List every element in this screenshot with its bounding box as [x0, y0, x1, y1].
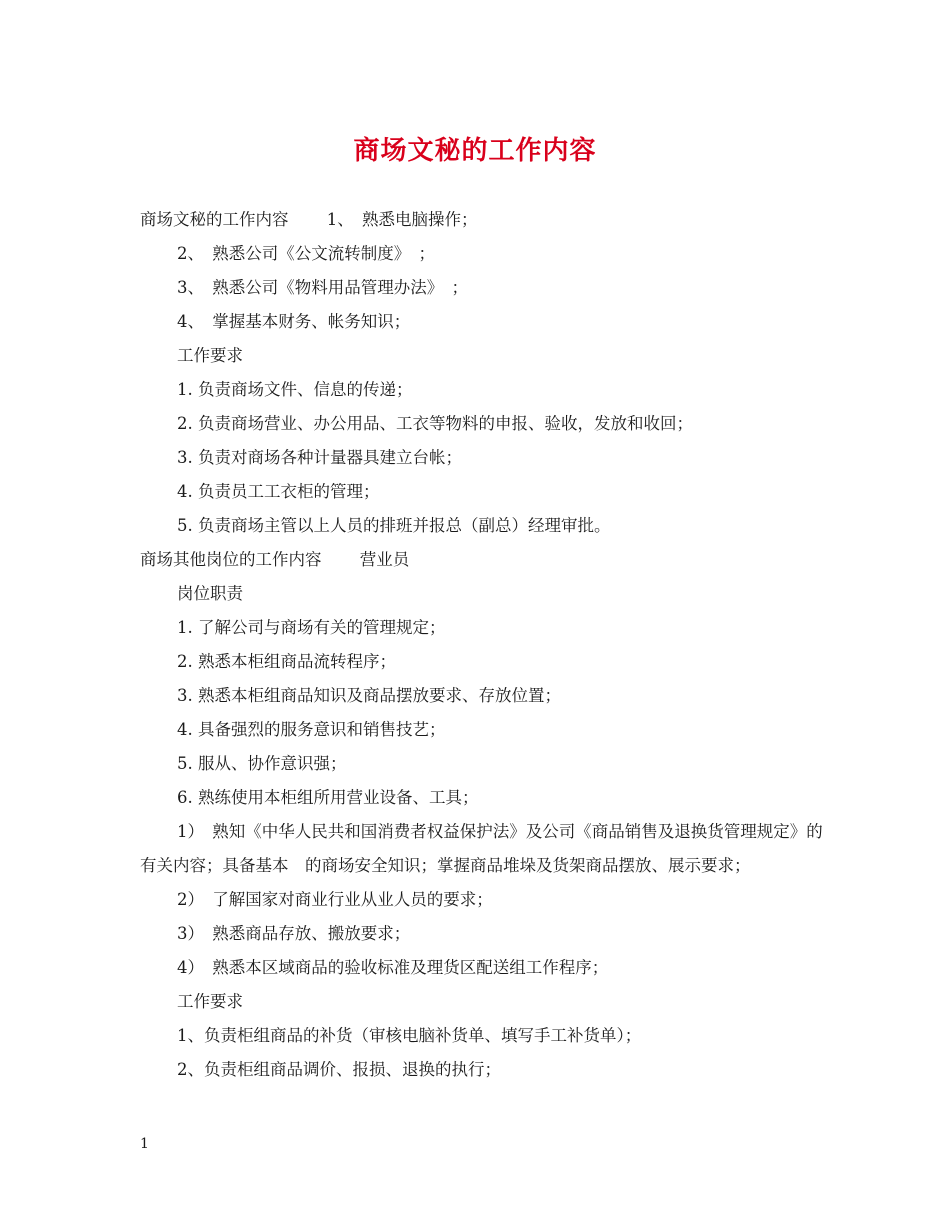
text-line: 4. 负责员工工衣柜的管理； — [177, 482, 380, 501]
text-line: 岗位职责 — [177, 584, 243, 603]
text-line: 3. 负责对商场各种计量器具建立台帐； — [177, 448, 462, 467]
text-line: 4） 熟悉本区域商品的验收标准及理货区配送组工作程序； — [177, 958, 609, 977]
text-line: 3. 熟悉本柜组商品知识及商品摆放要求、存放位置； — [177, 686, 561, 705]
text-line: 工作要求 — [177, 992, 243, 1011]
document-title: 商场文秘的工作内容 — [353, 136, 597, 166]
text-line: 5. 负责商场主管以上人员的排班并报总（副总）经理审批。 — [177, 516, 611, 535]
text-line: 2、 熟悉公司《公文流转制度》 ； — [177, 244, 435, 263]
text-line: 1. 了解公司与商场有关的管理规定； — [177, 618, 446, 637]
text-line: 6. 熟练使用本柜组所用营业设备、工具； — [177, 788, 479, 807]
text-line: 2） 了解国家对商业行业从业人员的要求； — [177, 890, 493, 909]
text-line: 2、负责柜组商品调价、报损、退换的执行； — [177, 1060, 501, 1079]
text-line: 工作要求 — [177, 346, 243, 365]
paragraph-wrapped: 1） 熟知《中华人民共和国消费者权益保护法》及公司《商品销售及退换货管理规定》的有关内容；具备基本 的商场安全知识；掌握商品堆垛及货架商品摆放、展示要求； — [140, 822, 823, 875]
text-line: 1、负责柜组商品的补货（审核电脑补货单、填写手工补货单）； — [177, 1026, 642, 1045]
text-line: 4、 掌握基本财务、帐务知识； — [177, 312, 411, 331]
text-line: 2. 负责商场营业、办公用品、工衣等物料的申报、验收，发放和收回； — [177, 414, 693, 433]
page-number: 1 — [140, 1136, 149, 1152]
text-line: 3） 熟悉商品存放、搬放要求； — [177, 924, 411, 943]
text-line: 商场文秘的工作内容 1、 熟悉电脑操作； — [140, 210, 478, 229]
text-line: 5. 服从、协作意识强； — [177, 754, 347, 773]
text-line: 商场其他岗位的工作内容 营业员 — [140, 550, 410, 569]
text-line: 4. 具备强烈的服务意识和销售技艺； — [177, 720, 446, 739]
text-line: 3、 熟悉公司《物料用品管理办法》 ； — [177, 278, 468, 297]
text-line: 2. 熟悉本柜组商品流转程序； — [177, 652, 396, 671]
document-body — [140, 203, 830, 1087]
text-line: 1. 负责商场文件、信息的传递； — [177, 380, 413, 399]
